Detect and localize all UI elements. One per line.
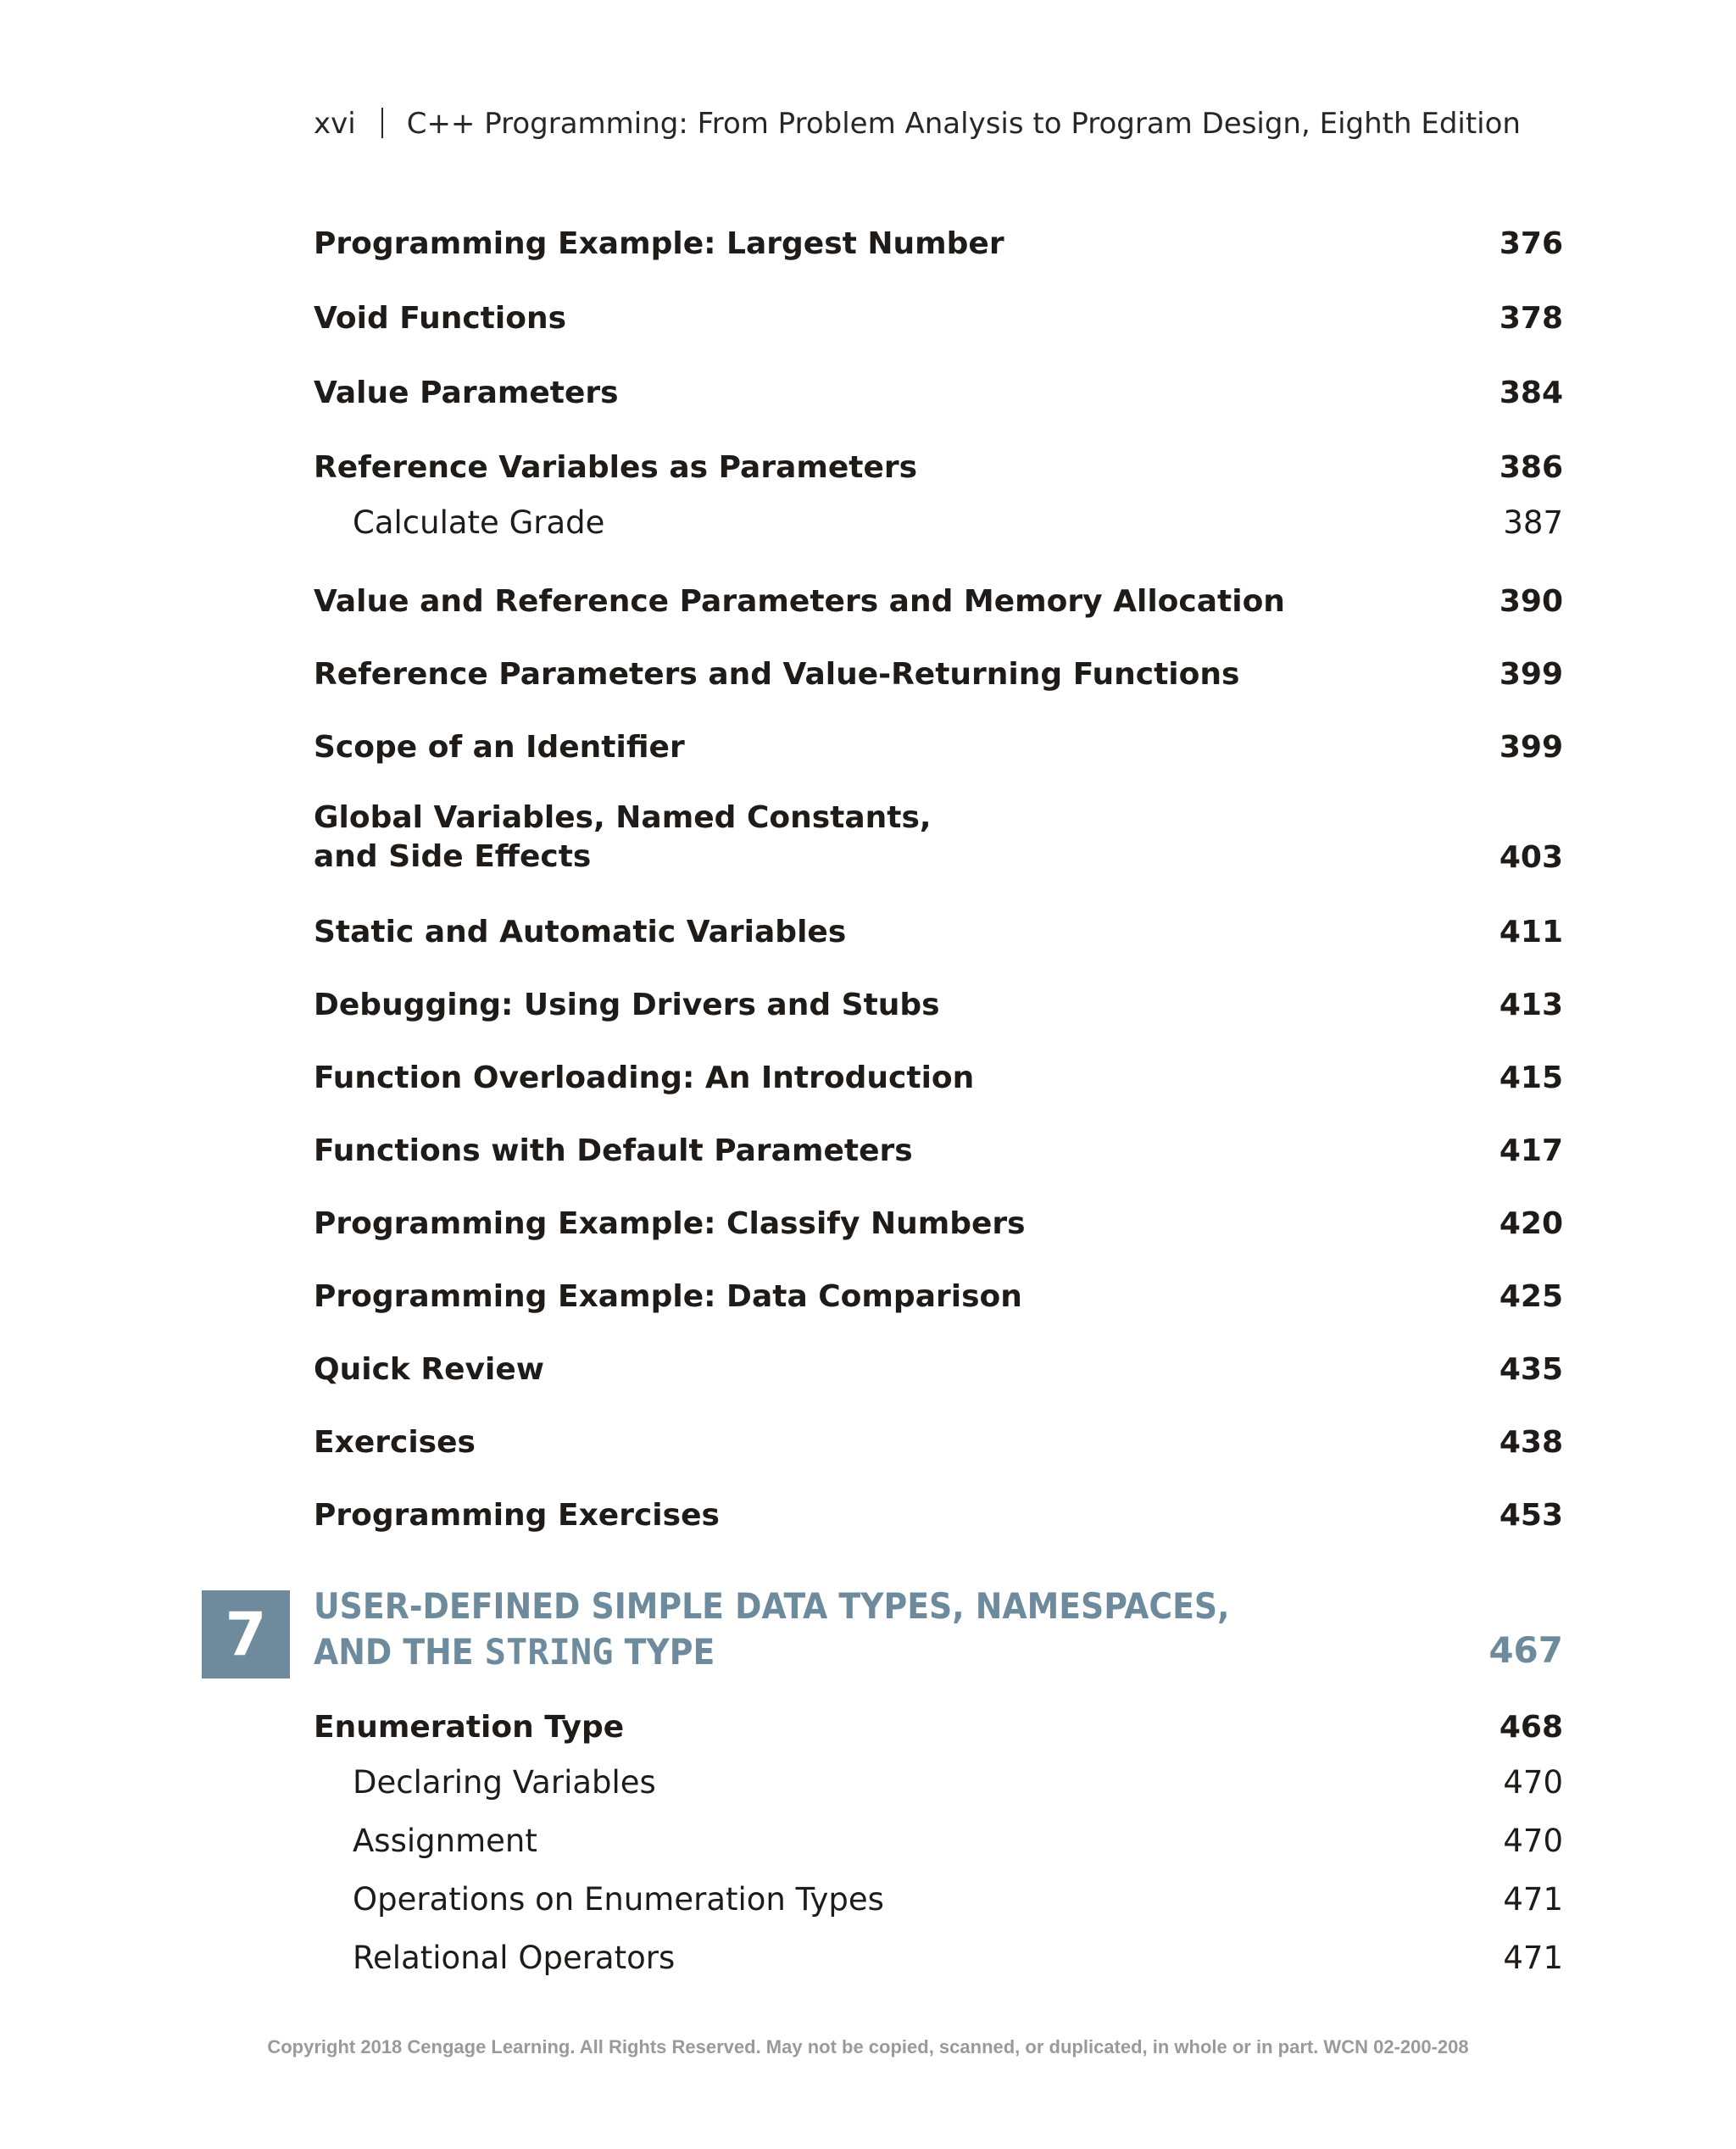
toc-entry[interactable] [314, 371, 1563, 410]
toc-entry-page: 403 [1499, 840, 1563, 875]
toc-entry-page: 417 [1499, 1133, 1563, 1168]
toc-entry-title: Reference Variables as Parameters [314, 450, 918, 485]
page-number-label: xvi [314, 107, 356, 141]
toc-entry[interactable] [314, 1056, 1563, 1095]
toc-entry-title: Void Functions [314, 301, 567, 336]
toc-entry-title: Debugging: Using Drivers and Stubs [314, 988, 940, 1022]
toc-entry-title: Relational Operators [353, 1940, 676, 1976]
toc-entry-page: 470 [1503, 1823, 1563, 1859]
toc-entry-page: 438 [1499, 1425, 1563, 1460]
toc-entry-title [314, 799, 932, 877]
toc-entry-title: Static and Automatic Variables [314, 915, 847, 949]
toc-entry-title: Enumeration Type [314, 1710, 625, 1745]
toc-entry-page: 386 [1499, 450, 1563, 485]
toc-entry[interactable] [314, 580, 1563, 619]
toc-entry-page: 470 [1503, 1764, 1563, 1801]
toc-entry-title: Functions with Default Parameters [314, 1133, 913, 1168]
toc-entry[interactable] [314, 1706, 1563, 1745]
chapter-title-line1: USER-DEFINED SIMPLE DATA TYPES, NAMESPACES, [314, 1585, 1230, 1627]
toc-entry-title: Declaring Variables [353, 1764, 656, 1801]
toc-entry-page: 453 [1499, 1498, 1563, 1533]
toc-entry-page: 376 [1499, 226, 1563, 261]
toc-entry-title: Scope of an Identifier [314, 730, 685, 765]
chapter-title-code: STRING [484, 1631, 614, 1673]
toc-entry-page: 471 [1503, 1881, 1563, 1918]
toc-entry[interactable] [314, 1275, 1563, 1314]
toc-entry-page: 390 [1499, 584, 1563, 619]
toc-entry-page: 435 [1499, 1352, 1563, 1387]
toc-entry-title: Programming Example: Data Comparison [314, 1279, 1022, 1314]
toc-entry-title: Programming Example: Classify Numbers [314, 1206, 1026, 1241]
toc-entry-page: 387 [1503, 504, 1563, 541]
toc-entry-page: 378 [1499, 301, 1563, 336]
toc-entry-title-line2: and Side Effects [314, 839, 592, 874]
toc-entry-page: 468 [1499, 1710, 1563, 1745]
chapter-number-badge: 7 [202, 1590, 290, 1679]
toc-entry-title-line1: Global Variables, Named Constants, [314, 800, 932, 835]
toc-entry[interactable] [314, 799, 1563, 877]
toc-entry-page: 413 [1499, 988, 1563, 1022]
toc-entry-page: 399 [1499, 657, 1563, 692]
toc-entry-page: 415 [1499, 1061, 1563, 1095]
toc-entry-title: Value Parameters [314, 376, 619, 410]
toc-entry[interactable] [314, 1202, 1563, 1241]
toc-entry[interactable] [314, 653, 1563, 692]
toc-entry[interactable] [314, 910, 1563, 949]
toc-entry-page: 384 [1499, 376, 1563, 410]
toc-entry-title: Operations on Enumeration Types [353, 1881, 884, 1918]
toc-entry[interactable] [314, 1421, 1563, 1460]
toc-entry-title: Programming Example: Largest Number [314, 226, 1004, 261]
toc-entry-page: 471 [1503, 1940, 1563, 1976]
toc-entry-title: Calculate Grade [353, 504, 605, 541]
chapter-title-line2 [314, 1629, 1229, 1675]
toc-entry[interactable] [314, 1348, 1563, 1387]
toc-entry-title: Assignment [353, 1823, 537, 1859]
toc-subentry[interactable] [314, 1820, 1563, 1859]
header-divider [381, 108, 383, 138]
toc-entry-page: 420 [1499, 1206, 1563, 1241]
toc-subentry[interactable] [314, 1762, 1563, 1801]
toc-subentry[interactable] [314, 502, 1563, 541]
toc-subentry[interactable] [314, 1879, 1563, 1918]
toc-entry[interactable] [314, 446, 1563, 485]
toc-entry-title: Value and Reference Parameters and Memory Allocation [314, 584, 1285, 619]
toc-entry-title: Exercises [314, 1425, 476, 1460]
toc-entry-page: 399 [1499, 730, 1563, 765]
chapter-title[interactable] [314, 1584, 1229, 1675]
toc-entry-page: 411 [1499, 915, 1563, 949]
toc-entry[interactable] [314, 297, 1563, 336]
toc-entry[interactable] [314, 1494, 1563, 1533]
toc-entry[interactable] [314, 983, 1563, 1022]
chapter-title-line2-post: TYPE [613, 1631, 715, 1673]
toc-entry[interactable] [314, 222, 1563, 261]
toc-entry-title: Reference Parameters and Value-Returning Functions [314, 657, 1240, 692]
book-title: C++ Programming: From Problem Analysis to Program Design, Eighth Edition [406, 107, 1521, 141]
toc-subentry[interactable] [314, 1937, 1563, 1976]
toc-entry-title: Programming Exercises [314, 1498, 720, 1533]
copyright-notice: Copyright 2018 Cengage Learning. All Rights Reserved. May not be copied, scanned, or duplicated, in whole or in part. WCN 02-200-208 [267, 2036, 1469, 2057]
toc-entry-title: Function Overloading: An Introduction [314, 1061, 975, 1095]
running-head [314, 107, 1521, 141]
toc-entry[interactable] [314, 726, 1563, 765]
toc-entry-page: 425 [1499, 1279, 1563, 1314]
chapter-page-number: 467 [1488, 1629, 1563, 1671]
toc-entry[interactable] [314, 1129, 1563, 1168]
chapter-title-line2-pre: AND THE [314, 1631, 485, 1673]
toc-entry-title: Quick Review [314, 1352, 545, 1387]
